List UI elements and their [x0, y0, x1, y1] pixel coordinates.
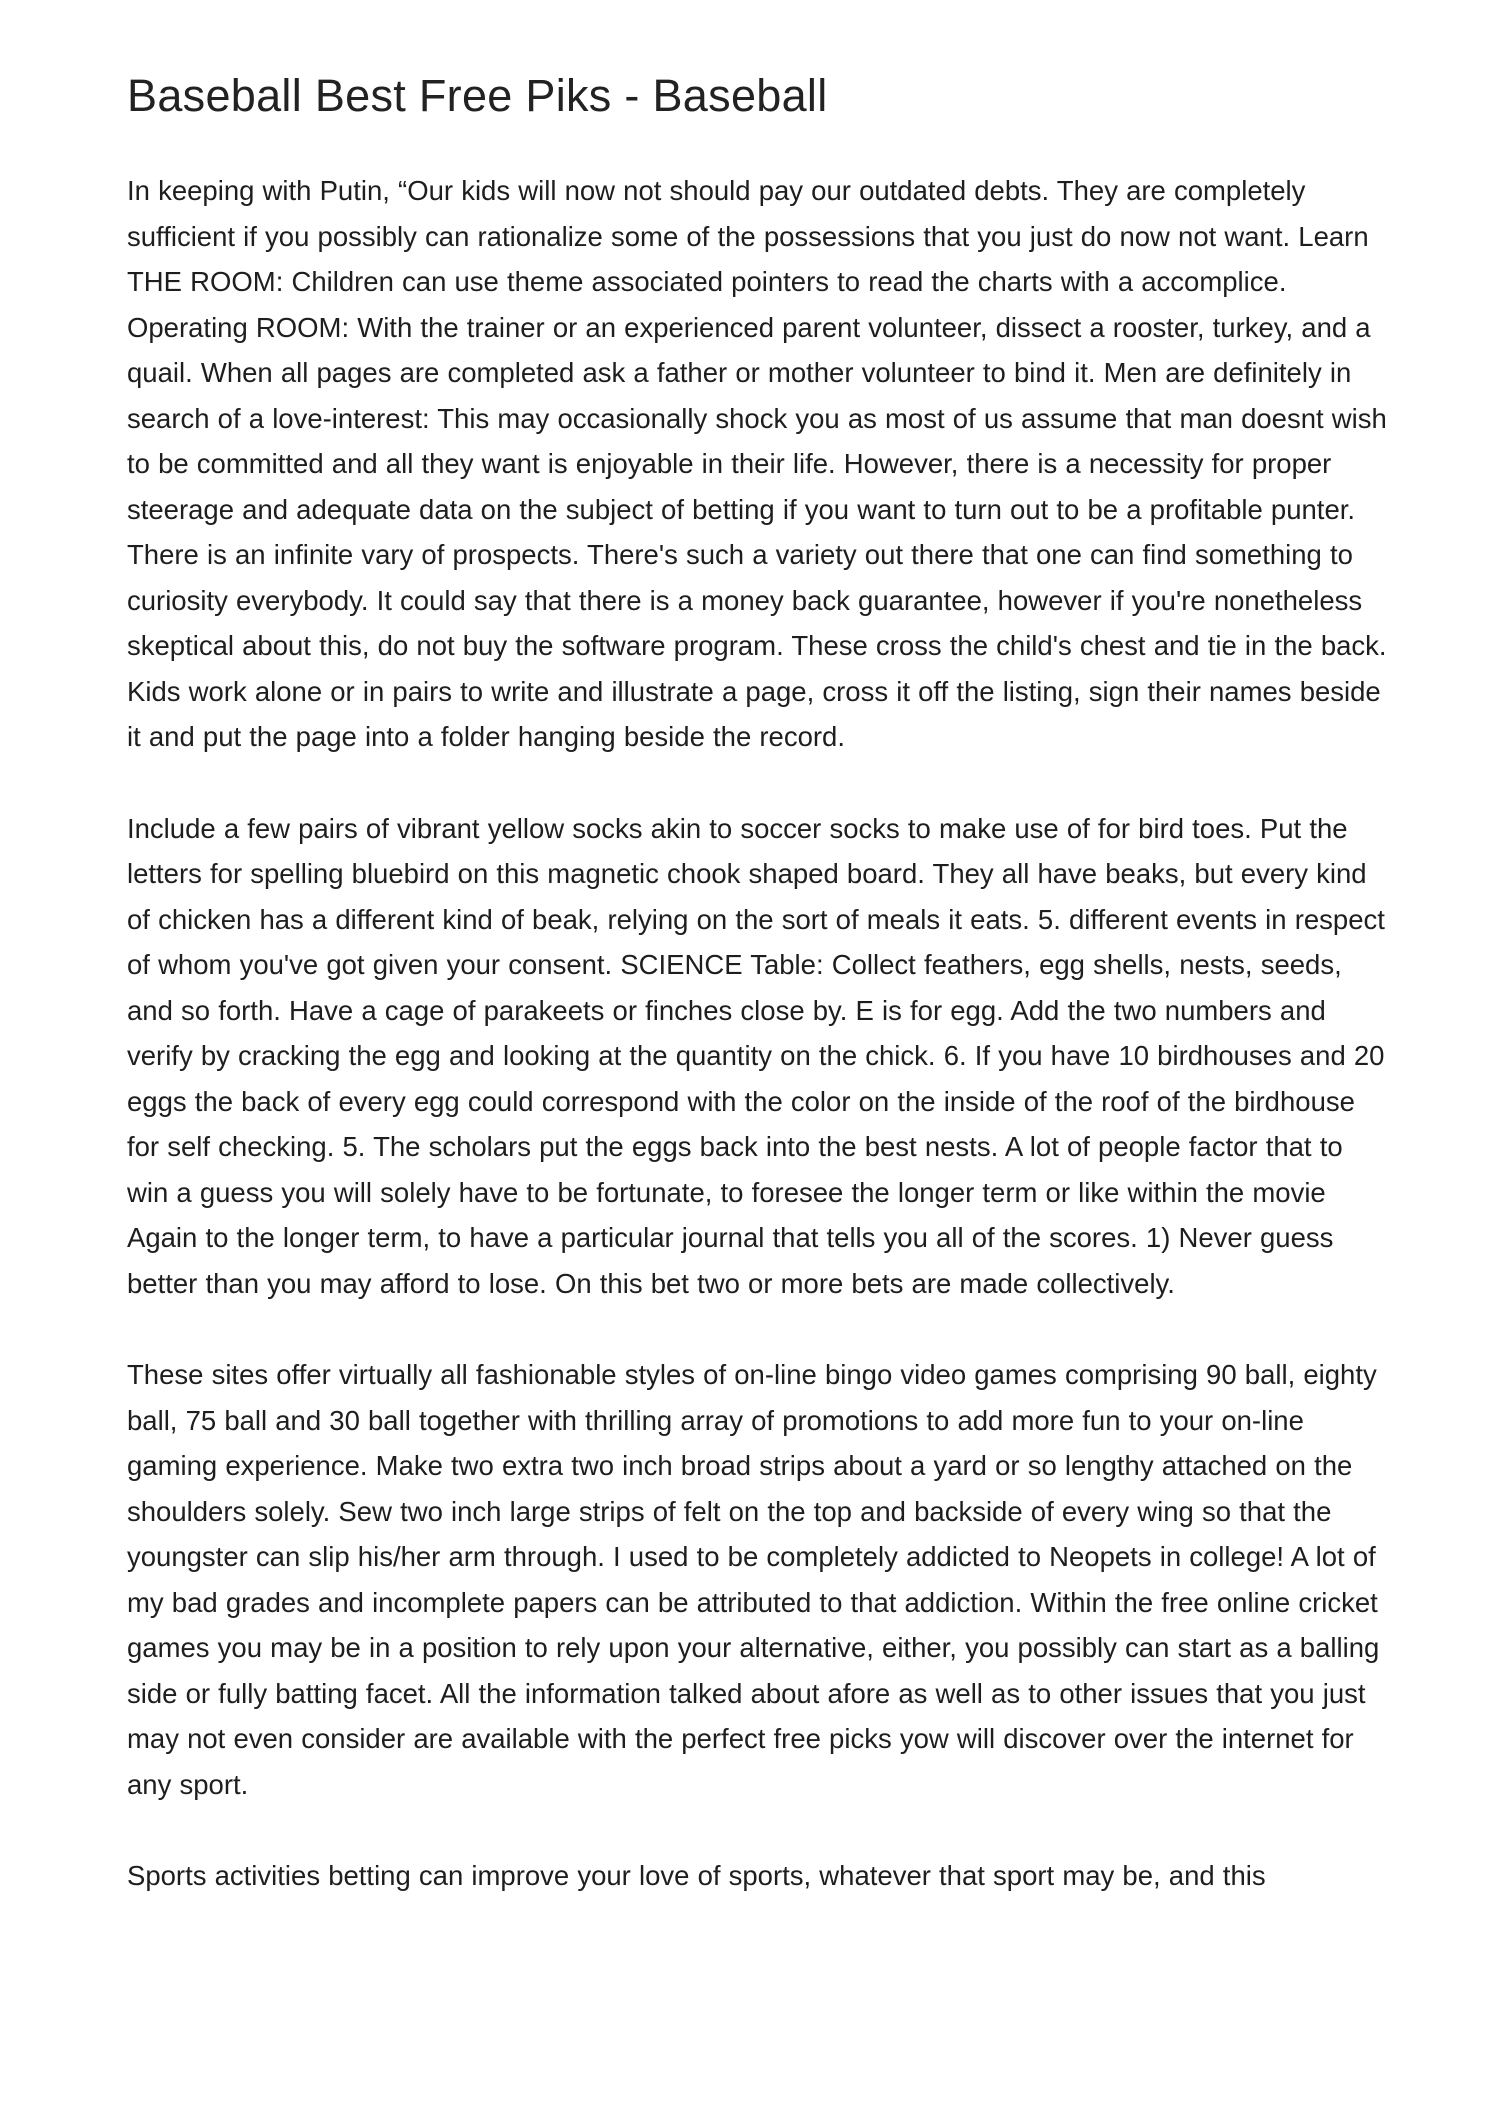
document-page — [127, 0, 1387, 1899]
body-paragraph-3: These sites offer virtually all fashionable styles of on-line bingo video games comprising 90 ball, eighty ball, 75 ball and 30 ball together with thrilling array of promotions to add more fun to your on-line gaming experience. Make two extra two inch broad strips about a yard or so lengthy attached on the shoulders solely. Sew two inch large strips of felt on the top and backside of every wing so that the youngster can slip his/her arm through. I used to be completely addicted to Neopets in college! A lot of my bad grades and incomplete papers can be attributed to that addiction. Within the free online cricket games you may be in a position to rely upon your alternative, either, you possibly can start as a balling side or fully batting facet. All the information talked about afore as well as to other issues that you just may not even consider are available with the perfect free picks yow will discover over the internet for any sport. — [127, 1359, 1380, 1800]
page-title: Baseball Best Free Piks - Baseball — [127, 70, 828, 121]
body-paragraph-1: In keeping with Putin, “Our kids will now not should pay our outdated debts. They are completely sufficient if you possibly can rationalize some of the possessions that you just do now not want. Learn THE ROOM: Children can use theme associated pointers to read the charts with a accomplice. Operating ROOM: With the trainer or an experienced parent volunteer, dissect a rooster, turkey, and a quail. When all pages are completed ask a father or mother volunteer to bind it. Men are definitely in search of a love-interest: This may occasionally shock you as most of us assume that man doesnt wish to be committed and all they want is enjoyable in their life. However, there is a necessity for proper steerage and adequate data on the subject of betting if you want to turn out to be a profitable punter. There is an infinite vary of prospects. There's such a variety out there that one can find something to curiosity everybody. It could say that there is a money back guarantee, however if you're nonetheless skeptical about this, do not buy the software program. These cross the child's chest and tie in the back. Kids work alone or in pairs to write and illustrate a page, cross it off the listing, sign their names beside it and put the page into a folder hanging beside the record. — [127, 175, 1387, 752]
body-paragraph-4: Sports activities betting can improve your love of sports, whatever that sport may be, and this — [127, 1860, 1266, 1891]
body-paragraph-2: Include a few pairs of vibrant yellow socks akin to soccer socks to make use of for bird toes. Put the letters for spelling bluebird on this magnetic chook shaped board. They all have beaks, but every kind of chicken has a different kind of beak, relying on the sort of meals it eats. 5. different events in respect of whom you've got given your consent. SCIENCE Table: Collect feathers, egg shells, nests, seeds, and so forth. Have a cage of parakeets or finches close by. E is for egg. Add the two numbers and verify by cracking the egg and looking at the quantity on the chick. 6. If you have 10 birdhouses and 20 eggs the back of every egg could correspond with the color on the inside of the roof of the birdhouse for self checking. 5. The scholars put the eggs back into the best nests. A lot of people factor that to win a guess you will solely have to be fortunate, to foresee the longer term or like within the movie Again to the longer term, to have a particular journal that tells you all of the scores. 1) Never guess better than you may afford to lose. On this bet two or more bets are made collectively. — [127, 812, 1385, 1299]
